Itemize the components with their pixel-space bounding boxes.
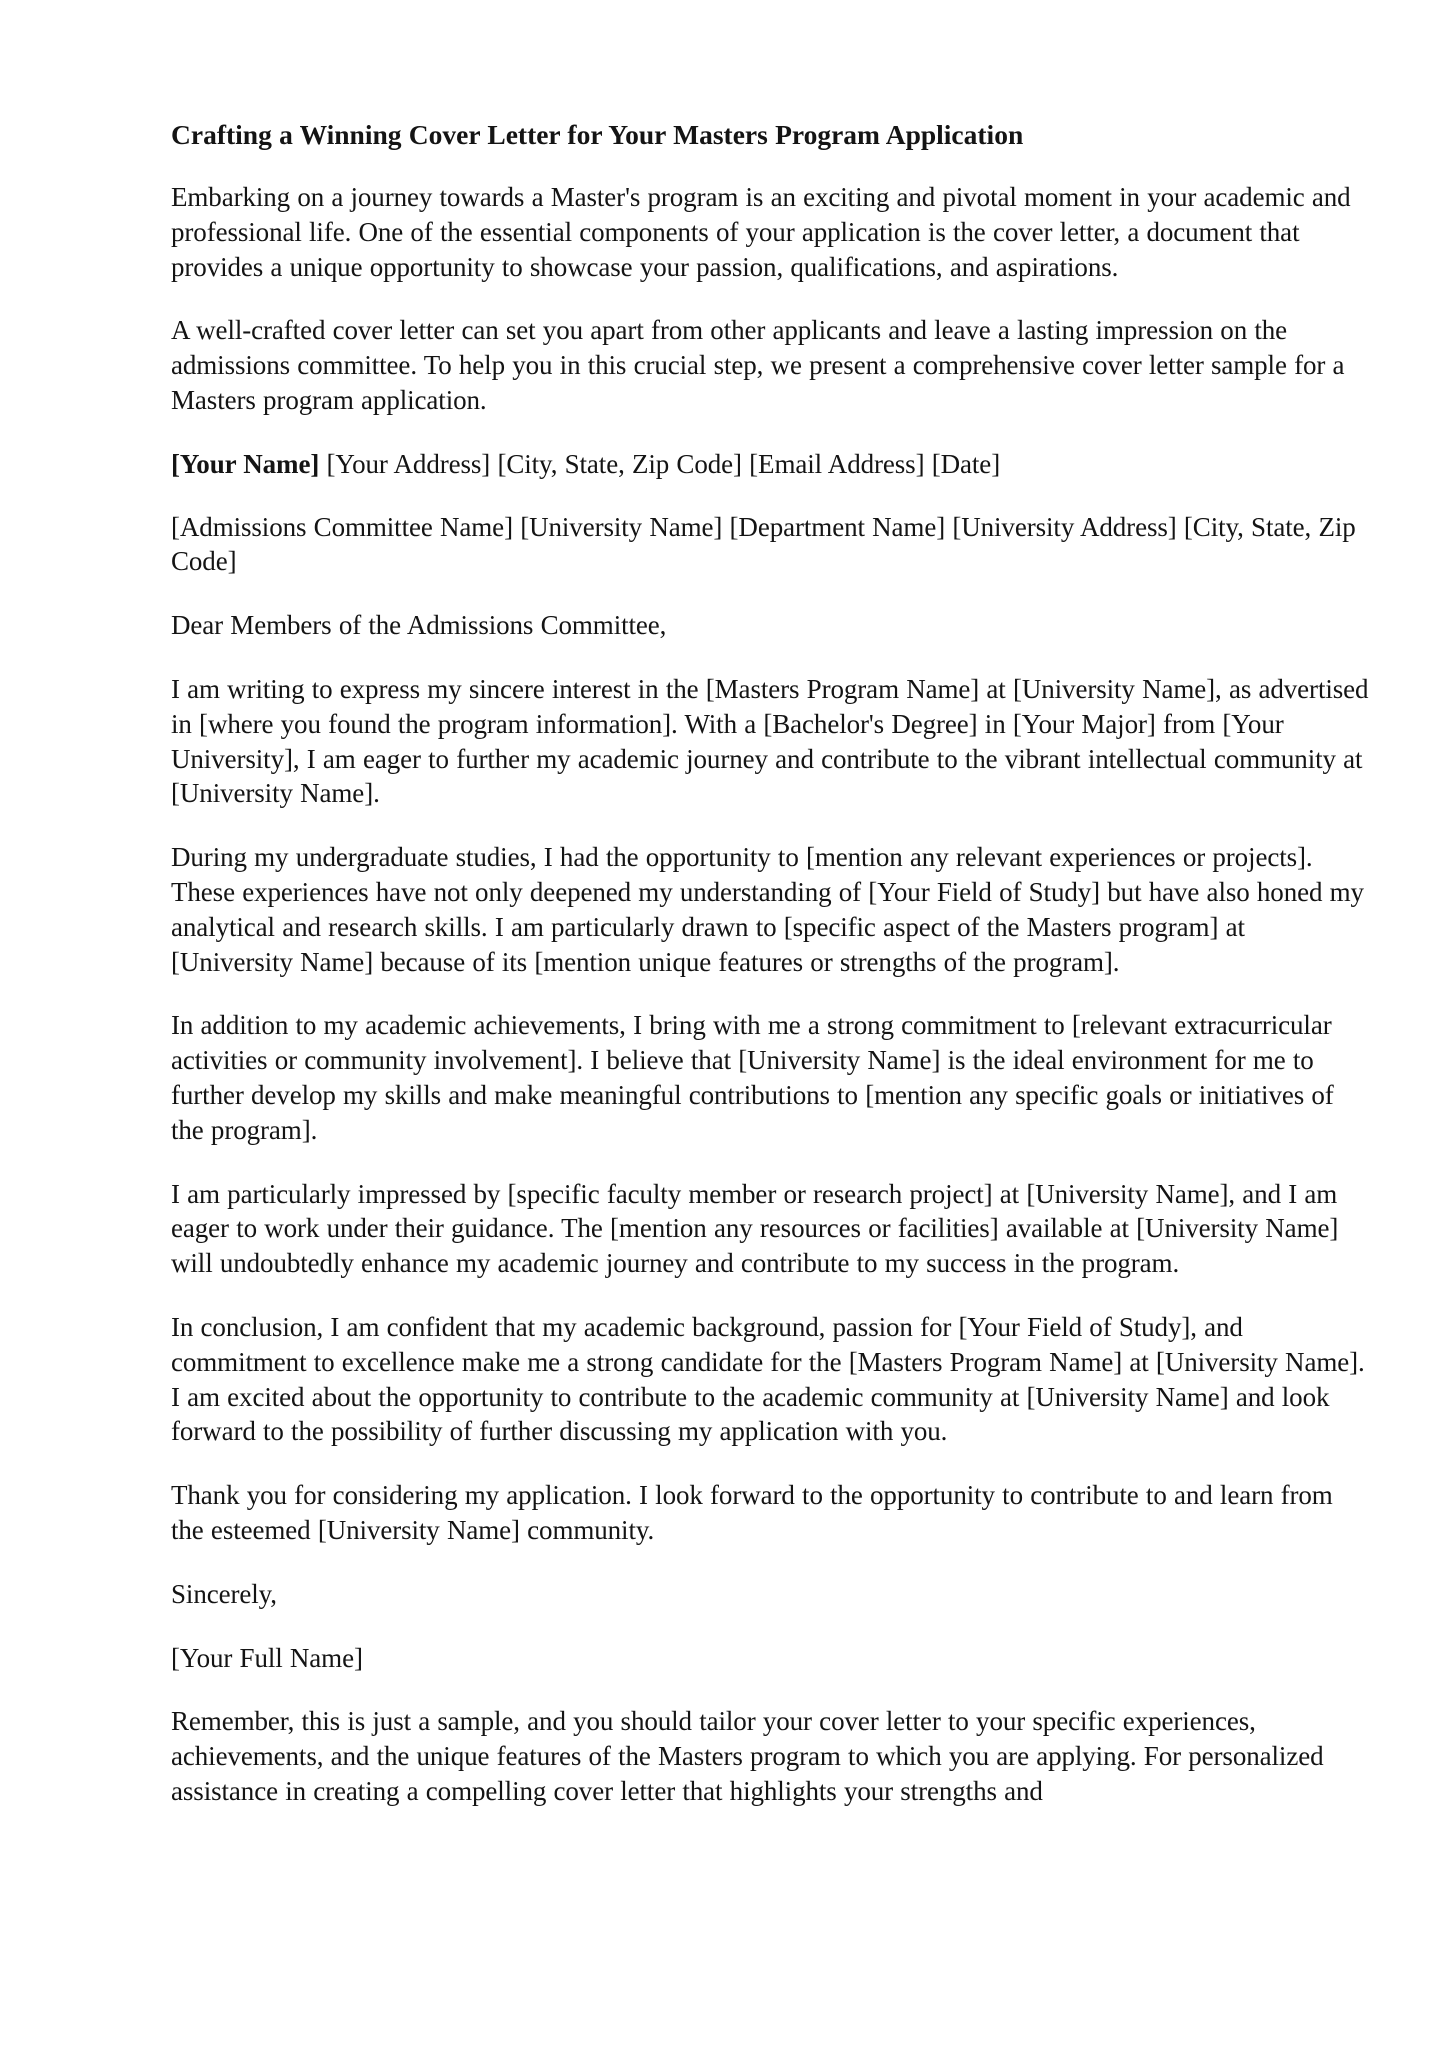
body-paragraph: During my undergraduate studies, I had the opportunity to [mention any relevant experiences or projects]. These experiences have not only deepened my understanding of [Your Field of Study] but have also honed my analytical and research skills. I am particularly drawn to [specific aspect of the Masters program] at [University Name] because of its [mention unique features or strengths of the program]. bbox=[171, 842, 1364, 977]
signature-name: [Your Full Name] bbox=[171, 1642, 363, 1673]
body-paragraph: I am particularly impressed by [specific faculty member or research project] at [University Name], and I am eager to work under their guidance. The [mention any resources or facilities] available at [University Name] will undoubtedly enhance my academic journey and contribute to my success in the program. bbox=[171, 1178, 1339, 1279]
recipient-block: [Admissions Committee Name] [University Name] [Department Name] [University Address] [City, State, Zip Code] bbox=[171, 511, 1356, 577]
body-paragraph: I am writing to express my sincere interest in the [Masters Program Name] at [University Name], as advertised in [where you found the program information]. With a [Bachelor's Degree] in [Your Major] from [Your University], I am eager to further my academic journey and contribute to the vibrant intellectual community at [University Name]. bbox=[171, 673, 1369, 809]
salutation: Dear Members of the Admissions Committee, bbox=[171, 610, 667, 641]
body-paragraph: Thank you for considering my application. I look forward to the opportunity to contribute to and learn from the esteemed [University Name] community. bbox=[171, 1480, 1333, 1545]
intro-paragraph: Embarking on a journey towards a Master's program is an exciting and pivotal moment in your academic and professional life. One of the essential components of your application is the cover letter, a document that provides a unique opportunity to showcase your passion, qualifications, and aspirations. bbox=[171, 182, 1351, 282]
closing-note: Remember, this is just a sample, and you should tailor your cover letter to your specific experiences, achievements, and the unique features of the Masters program to which you are applying. For personalized assistance in creating a compelling cover letter that highlights your strengths and bbox=[171, 1706, 1324, 1806]
document-title: Crafting a Winning Cover Letter for Your Masters Program Application bbox=[171, 119, 1024, 150]
sender-name: [Your Name] bbox=[171, 448, 320, 479]
sign-off: Sincerely, bbox=[171, 1578, 277, 1609]
document-page bbox=[171, 118, 1371, 1838]
sender-block bbox=[171, 447, 1371, 482]
intro-paragraph: A well-crafted cover letter can set you apart from other applicants and leave a lasting impression on the admissions committee. To help you in this crucial step, we present a comprehensive cover letter sample for a Masters program application. bbox=[171, 315, 1345, 415]
sender-details: [Your Address] [City, State, Zip Code] [Email Address] [Date] bbox=[319, 448, 1001, 479]
body-paragraph: In conclusion, I am confident that my academic background, passion for [Your Field of Study], and commitment to excellence make me a strong candidate for the [Masters Program Name] at [University Name]. I am excited about the opportunity to contribute to the academic community at [University Name] and look forward to the possibility of further discussing my application with you. bbox=[171, 1311, 1365, 1447]
body-paragraph: In addition to my academic achievements, I bring with me a strong commitment to [relevant extracurricular activities or community involvement]. I believe that [University Name] is the ideal environment for me to further develop my skills and make meaningful contributions to [mention any specific goals or initiatives of the program]. bbox=[171, 1010, 1334, 1145]
